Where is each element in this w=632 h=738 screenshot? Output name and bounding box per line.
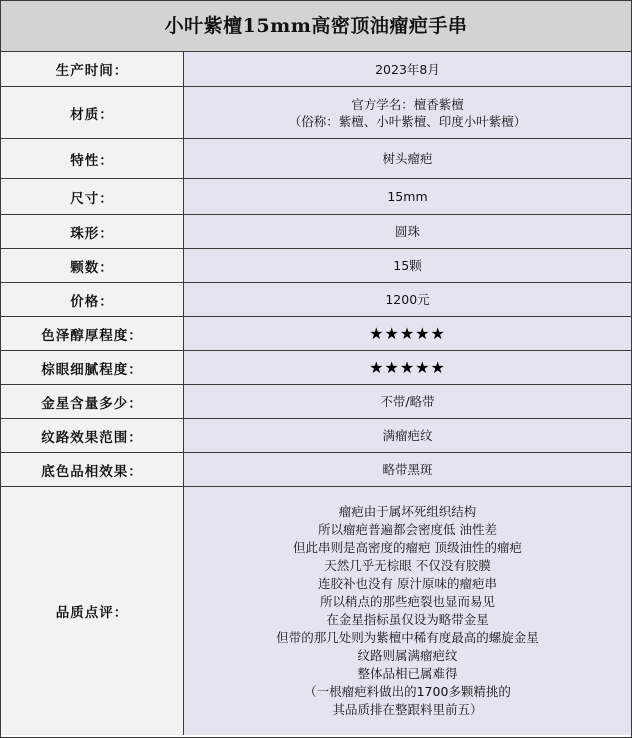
value-line: 但此串则是高密度的瘤疤 顶级油性的瘤疤 <box>293 540 522 555</box>
value-line: 但带的那几处则为紫檀中稀有度最高的螺旋金星 <box>276 630 539 645</box>
value-line: 1200元 <box>385 292 430 307</box>
row-base-color <box>1 453 631 487</box>
row-value <box>184 317 631 350</box>
table-title: 小叶紫檀15mm高密顶油瘤疤手串 <box>1 1 631 52</box>
row-feature <box>1 139 631 179</box>
row-label: 纹路效果范围： <box>1 419 184 452</box>
value-line: 连胶补也没有 原汁原味的瘤疤串 <box>318 576 497 591</box>
value-line: 15mm <box>387 189 428 204</box>
row-gold-star <box>1 385 631 419</box>
value-line: 所以瘤疤普遍都会密度低 油性差 <box>318 522 497 537</box>
row-value <box>184 351 631 384</box>
row-label: 色泽醇厚程度： <box>1 317 184 350</box>
row-value <box>184 215 631 248</box>
value-line: 满瘤疤纹 <box>382 428 433 443</box>
value-line: 其品质排在整跟料里前五） <box>332 702 483 717</box>
row-label: 珠形： <box>1 215 184 248</box>
row-value <box>184 179 631 214</box>
row-bead-shape <box>1 215 631 249</box>
row-value <box>184 87 631 138</box>
value-line: 瘤疤由于属坏死组织结构 <box>338 504 477 519</box>
value-line: 天然几乎无棕眼 不仅没有胶膜 <box>324 558 491 573</box>
value-line: （一根瘤疤料做出的1700多颗精挑的 <box>304 684 511 699</box>
value-line: 在金星指标虽仅设为略带金星 <box>326 612 489 627</box>
row-pore-fineness <box>1 351 631 385</box>
value-line: 15颗 <box>393 258 422 273</box>
row-label: 品质点评： <box>1 487 184 735</box>
value-line: 纹路则属满瘤疤纹 <box>357 648 458 663</box>
value-line: （俗称：紫檀、小叶紫檀、印度小叶紫檀） <box>288 113 527 129</box>
row-label: 底色品相效果： <box>1 453 184 486</box>
row-color-richness <box>1 317 631 351</box>
row-material <box>1 87 631 139</box>
star-rating: ★★★★★ <box>369 324 446 343</box>
value-line: 不带/略带 <box>380 394 435 409</box>
row-label: 材质： <box>1 87 184 138</box>
value-line: 略带黑斑 <box>382 462 433 477</box>
row-grain-range <box>1 419 631 453</box>
row-value <box>184 283 631 316</box>
value-line: 整体品相已属难得 <box>357 666 458 681</box>
value-line: 2023年8月 <box>375 61 440 77</box>
row-production-time <box>1 52 631 87</box>
row-label: 生产时间： <box>1 52 184 86</box>
row-value <box>184 249 631 282</box>
row-size <box>1 179 631 215</box>
row-label: 尺寸： <box>1 179 184 214</box>
row-label: 特性： <box>1 139 184 178</box>
row-label: 价格： <box>1 283 184 316</box>
row-value <box>184 453 631 486</box>
row-value <box>184 487 631 735</box>
row-value <box>184 385 631 418</box>
row-value <box>184 139 631 178</box>
star-rating: ★★★★★ <box>369 358 446 377</box>
row-value <box>184 52 631 86</box>
value-line: 所以稍点的那些疤裂也显而易见 <box>319 594 495 609</box>
row-value <box>184 419 631 452</box>
value-line: 树头瘤疤 <box>382 151 433 166</box>
row-label: 棕眼细腻程度： <box>1 351 184 384</box>
row-bead-count <box>1 249 631 283</box>
row-quality-review <box>1 487 631 735</box>
row-label: 颗数： <box>1 249 184 282</box>
value-line: 圆珠 <box>394 224 420 239</box>
row-label: 金星含量多少： <box>1 385 184 418</box>
value-line: 官方学名：檀香紫檀 <box>351 96 464 112</box>
row-price <box>1 283 631 317</box>
